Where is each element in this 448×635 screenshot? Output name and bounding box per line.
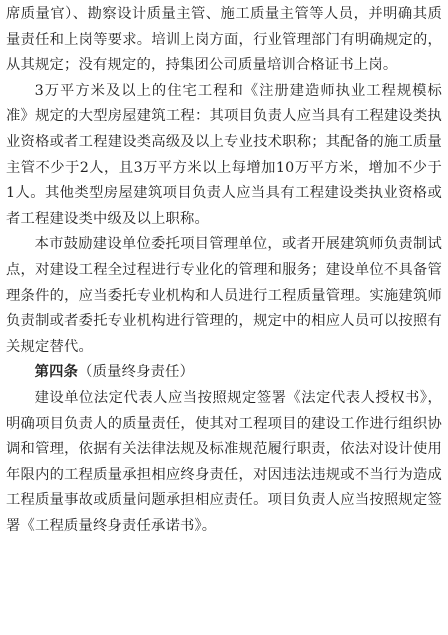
paragraph-project-leader-qualification: 3万平方米及以上的住宅工程和《注册建造师执业工程规模标准》规定的大型房屋建筑工程：其项目负责人应当具有工程建设类执业资格或者工程建设类高级及以上专业技术职称；其配备的施工质量主管不少于2人，且3万平方米以上每增加10万平方米，增加不少于1人。其他类型房屋建筑项目负责人应当具有工程建设类执业资格或者工程建设类中级及以上职称。 [6,82,442,227]
article-heading [6,360,442,386]
paragraph-continued: 席质量官）、勘察设计质量主管、施工质量主管等人员，并明确其质量责任和上岗等要求。培训上岗方面，行业管理部门有明确规定的，从其规定；没有规定的，持集团公司质量培训合格证书上岗。 [6,6,442,74]
article-title: （质量终身责任） [78,364,195,381]
paragraph-architect-responsibility: 本市鼓励建设单位委托项目管理单位，或者开展建筑师负责制试点，对建设工程全过程进行专业化的管理和服务；建设单位不具备管理条件的，应当委托专业机构和人员进行工程质量管理。实施建筑师负责制或者委托专业机构进行管理的，规定中的相应人员可以按照有关规定替代。 [6,236,442,355]
paragraph-lifetime-responsibility: 建设单位法定代表人应当按照规定签署《法定代表人授权书》，明确项目负责人的质量责任，使其对工程项目的建设工作进行组织协调和管理，依据有关法律法规及标准规范履行职责，依法对设计使用年限内的工程质量承担相应终身责任，对因违法违规或不当行为造成工程质量事故或质量问题承担相应责任。项目负责人应当按照规定签署《工程质量终身责任承诺书》。 [6,389,442,534]
article-number: 第四条 [34,364,79,381]
